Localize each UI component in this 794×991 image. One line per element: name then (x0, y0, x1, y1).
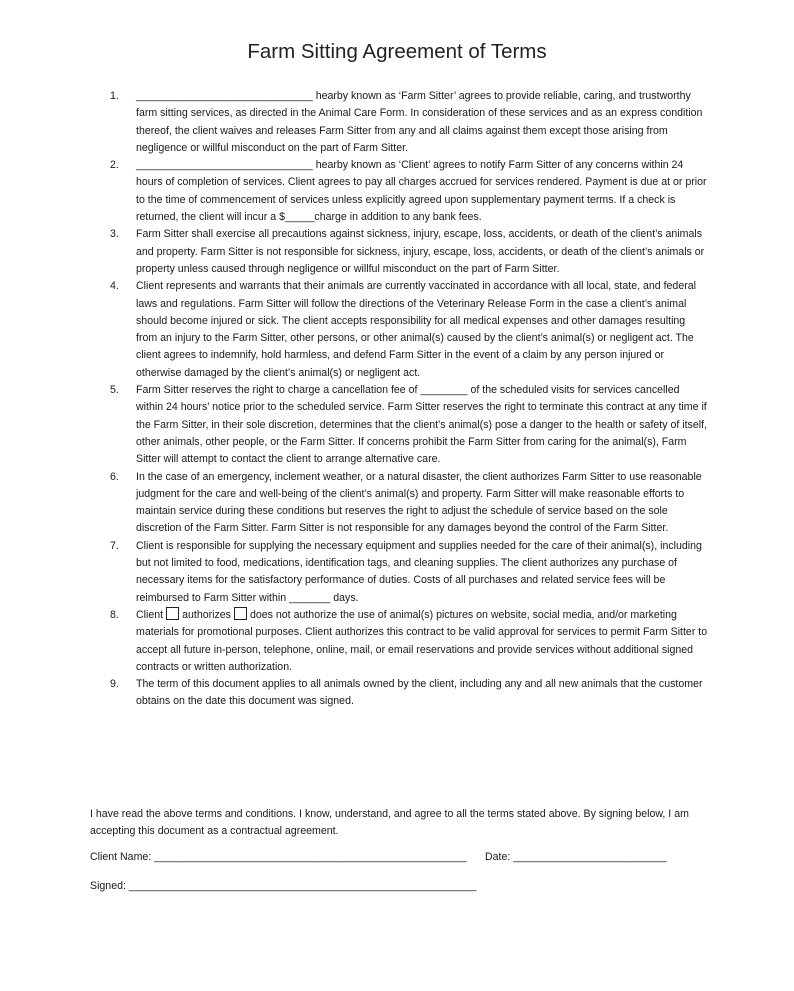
term-number: 9. (110, 678, 119, 691)
signed-field[interactable]: Signed: ___________________________________________________________ (90, 880, 477, 892)
term-text: ______________________________ hearby known as ‘Client’ agrees to notify Farm Sitter of any concerns within 24 hours of completion of services. Client agrees to pay all charges accrued for services rendered. Payment is due at or prior to the time of commencement of services unless explicitly agreed upon supplementary payment terms. If a check is returned, the client will incur a $_____charge in addition to any bank fees. (136, 159, 707, 224)
term-item (110, 226, 708, 278)
term-text: Client represents and warrants that their animals are currently vaccinated in accordance with all local, state, and federal laws and regulations. Farm Sitter will follow the directions of the Veterinary Release Form in the case a client’s animal should become injured or sick. The client accepts responsibility for all medical expenses and other damages resulting from an injury to the Farm Sitter, other persons, or other animal(s) caused by the client’s animal(s) or negligent act. The client agrees to indemnify, hold harmless, and defend Farm Sitter in the event of a claim by any person injured or otherwise damaged by the client’s animal(s) or negligent act. (136, 280, 696, 379)
term-item (110, 538, 708, 607)
client-name-field[interactable]: Client Name: _____________________________________________________ (90, 851, 467, 863)
term-text: In the case of an emergency, inclement weather, or a natural disaster, the client authorizes Farm Sitter to use reasonable judgment for the care and well-being of the client’s animal(s) and property. Farm Sitter will make reasonable efforts to maintain service during these conditions but reserves the right to adjust the schedule of service based on the sole discretion of the Farm Sitter. Farm Sitter is not responsible for any damages beyond the control of the Farm Sitter. (136, 470, 702, 535)
term-number: 3. (110, 228, 119, 241)
term-item (110, 607, 708, 676)
term-number: 6. (110, 470, 119, 483)
term-number: 8. (110, 608, 119, 621)
authorize-checkbox[interactable] (166, 607, 179, 620)
term-item (110, 157, 708, 226)
term-item (110, 278, 708, 382)
term-item (110, 469, 708, 538)
term-number: 2. (110, 159, 119, 172)
term-item (110, 88, 708, 157)
term-number: 1. (110, 90, 119, 102)
page-title: Farm Sitting Agreement of Terms (247, 40, 547, 63)
term-number: 5. (110, 384, 119, 397)
acceptance-statement: I have read the above terms and conditions. I know, understand, and agree to all the terms stated above. By signing below, I am accepting this document as a contractual agreement. (90, 808, 689, 838)
term-text: authorizes (182, 608, 231, 621)
term-text: Client (136, 608, 164, 621)
not-authorize-checkbox[interactable] (234, 607, 247, 620)
term-number: 4. (110, 280, 119, 293)
term-text: Client is responsible for supplying the necessary equipment and supplies needed for the care of their animal(s), including but not limited to food, medications, identification tags, and cleaning supplies. The client authorizes any purchase of necessary items for the satisfactory performance of duties. Costs of all purchases and related service fees will be reimbursed to Farm Sitter within _______ days. (136, 539, 702, 604)
term-text: Farm Sitter shall exercise all precautions against sickness, injury, escape, loss, accidents, or death of the client’s animals and property. Farm Sitter is not responsible for sickness, injury, escape, loss, accidents, or death of the client’s animals or property unless caused through negligence or willful misconduct on the part of Farm Sitter. (136, 228, 705, 275)
terms-list (110, 88, 708, 711)
term-text: does not authorize the use of animal(s) pictures on website, social media, and/or marketing materials for promotional purposes. Client authorizes this contract to be valid approval for services to permit Farm Sitter to accept all future in-person, telephone, online, mail, or email reservations and provide services without additional signed contracts or written authorization. (136, 608, 708, 673)
term-item (110, 382, 708, 468)
term-number: 7. (110, 539, 119, 552)
date-field[interactable]: Date: __________________________ (485, 851, 667, 863)
term-item (110, 676, 708, 711)
term-text: Farm Sitter reserves the right to charge a cancellation fee of ________ of the scheduled visits for services cancelled within 24 hours’ notice prior to the scheduled service. Farm Sitter reserves the right to terminate this contract at any time if the Farm Sitter, in their sole discretion, determines that the client’s animal(s) pose a danger to the health or safety of itself, other animals, other people, or the Farm Sitter. If concerns prohibit the Farm Sitter from caring for the animal(s), Farm Sitter will attempt to contact the client to arrange alternative care. (136, 384, 707, 466)
term-text: The term of this document applies to all animals owned by the client, including any and all new animals that the customer obtains on the date this document was signed. (136, 678, 703, 708)
term-text: ______________________________ hearby known as ‘Farm Sitter’ agrees to provide reliable, caring, and trustworthy farm sitting services, as directed in the Animal Care Form. In consideration of these services and as an express condition thereof, the client waives and releases Farm Sitter from any and all claims against them except those arising from negligence or willful misconduct on the part of Farm Sitter. (136, 90, 703, 154)
